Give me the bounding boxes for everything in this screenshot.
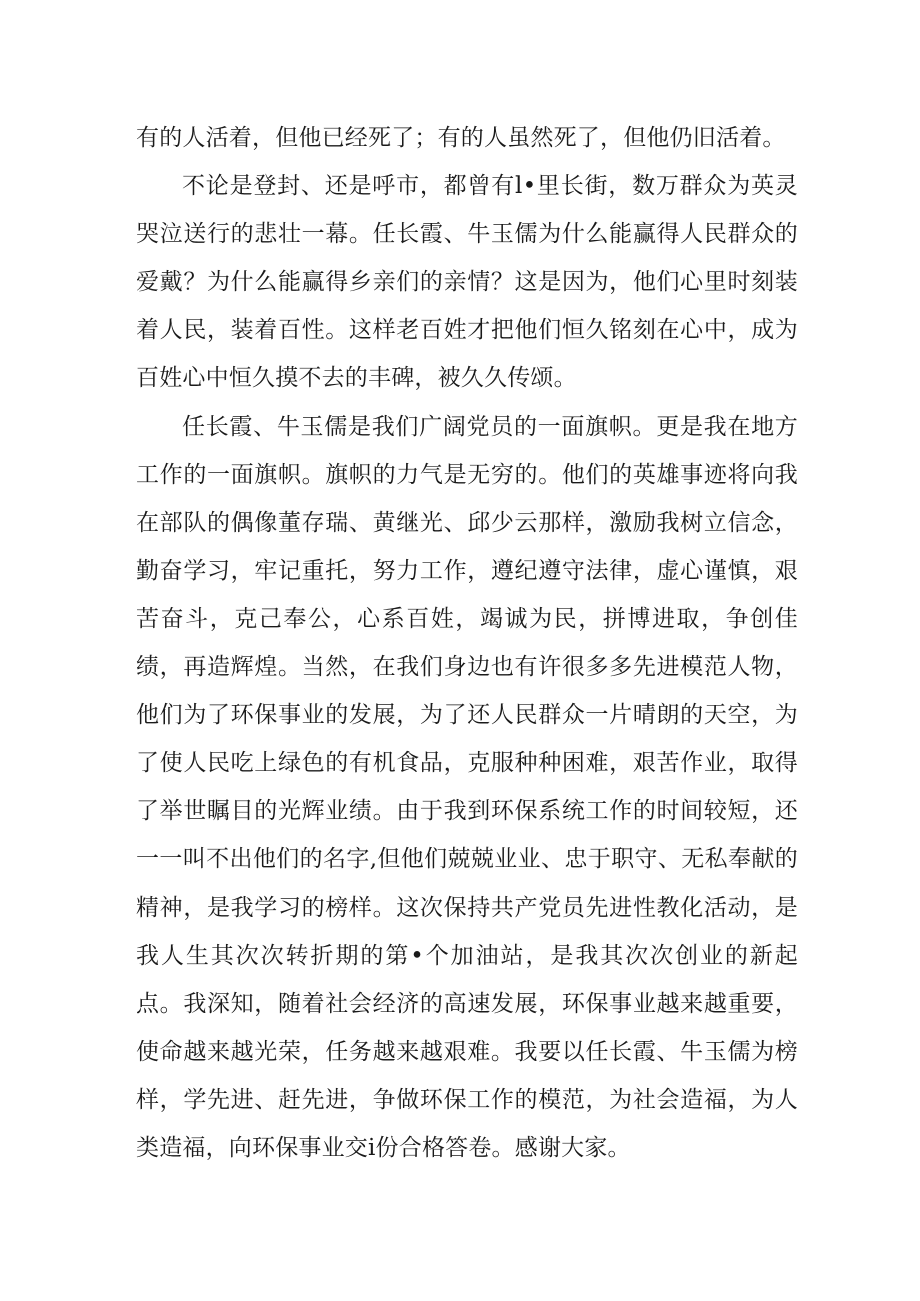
document-body xyxy=(136,114,798,1172)
paragraph-3: 任长霞、牛玉儒是我们广阔党员的一面旗帜。更是我在地方工作的一面旗帜。旗帜的力气是无穷的。他们的英雄事迹将向我在部队的偶像董存瑞、黄继光、邱少云那样，激励我树立信念，勤奋学习，牢记重托，努力工作，遵纪遵守法律，虚心谨慎，艰苦奋斗，克己奉公，心系百姓，竭诚为民，拼博进取，争创佳绩，再造辉煌。当然，在我们身边也有许很多多先进模范人物，他们为了环保事业的发展，为了还人民群众一片晴朗的天空，为了使人民吃上绿色的有机食品，克服种种困难，艰苦作业，取得了举世瞩目的光辉业绩。由于我到环保系统工作的时间较短，还一一叫不出他们的名字,但他们兢兢业业、忠于职守、无私奉献的精神，是我学习的榜样。这次保持共产党员先进性教化活动，是我人生其次次转折期的第•个加油站，是我其次次创业的新起点。我深知，随着社会经济的高速发展，环保事业越来越重要，使命越来越光荣，任务越来越艰难。我要以任长霞、牛玉儒为榜样，学先进、赶先进，争做环保工作的模范，为社会造福，为人类造福，向环保事业交i份合格答卷。感谢大家。 xyxy=(136,413,798,1161)
paragraph-2: 不论是登封、还是呼市，都曾有l•里长街，数万群众为英灵哭泣送行的悲壮一幕。任长霞、牛玉儒为什么能赢得人民群众的爱戴？为什么能赢得乡亲们的亲情？这是因为，他们心里时刻装着人民，装着百性。这样老百姓才把他们恒久铭刻在心中，成为百姓心中恒久摸不去的丰碑，被久久传颂。 xyxy=(136,173,798,392)
paragraph-1: 有的人活着，但他已经死了；有的人虽然死了，但他仍旧活着。 xyxy=(136,125,786,151)
